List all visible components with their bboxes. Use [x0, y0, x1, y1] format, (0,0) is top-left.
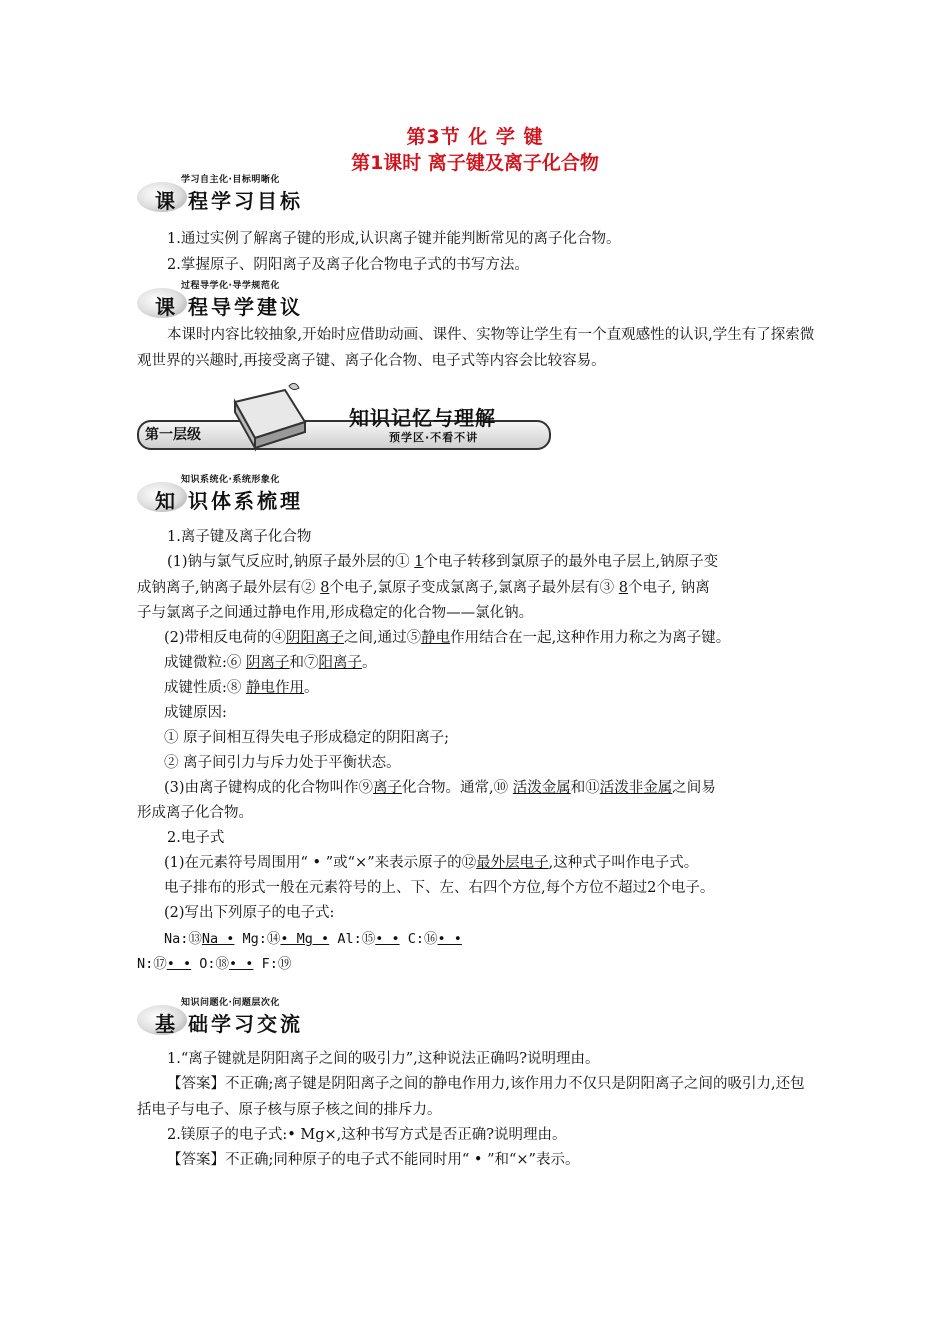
blank-answer: • •	[437, 931, 462, 947]
answer: 【答案】不正确;同种原子的电子式不能同时用“ • ”和“×”表示。	[167, 1152, 580, 1168]
banner-level: 第一层级	[145, 427, 201, 443]
blank-answer: 阴离子	[246, 655, 290, 671]
blank-answer: 活泼非金属	[599, 780, 673, 796]
lesson-title: 第1课时 离子键及离子化合物	[351, 152, 599, 174]
text-line: 成键微粒:⑥ 阴离子和⑦阳离子。	[164, 655, 377, 671]
text-line: 电子排布的形式一般在元素符号的上、下、左、右四个方位,每个方位不超过2个电子。	[164, 880, 715, 896]
blank-answer: 8	[618, 580, 629, 596]
text-line: ② 离子间引力与斥力处于平衡状态。	[164, 755, 401, 771]
advice-text: 本课时内容比较抽象,开始时应借助动画、课件、实物等让学生有一个直观感性的认识,学生有了探索微观世界的兴趣时,再接受离子键、离子化合物、电子式等内容会比较容易。	[137, 327, 815, 369]
system-tag: 知识系统化·系统形象化	[181, 475, 280, 485]
blank-answer: Na •	[201, 931, 235, 947]
advice-header	[137, 278, 437, 322]
electron-formula-line: Na:⑬Na • Mg:⑭• Mg • Al:⑮• • C:⑯• •	[164, 931, 462, 947]
blank-answer: • •	[375, 931, 400, 947]
advice-label: 课 程导学建议	[155, 295, 303, 319]
blank-answer: 静电作用	[246, 680, 304, 696]
blank-answer: 活泼金属	[512, 780, 571, 796]
advice-tag: 过程导学化·导学规范化	[181, 281, 280, 291]
section-title: 第3节 化 学 键	[406, 126, 544, 148]
blank-answer: 离子	[373, 780, 403, 796]
question: 1.“离子键就是阴阳离子之间的吸引力”,这种说法正确吗?说明理由。	[167, 1051, 600, 1067]
system-header	[137, 472, 437, 516]
book-icon	[225, 382, 315, 454]
goal-item: 2.掌握原子、阴阳离子及离子化合物电子式的书写方法。	[167, 257, 529, 273]
blank-answer: • •	[229, 956, 254, 972]
text-line: 成键性质:⑧ 静电作用。	[164, 680, 319, 696]
text-line: (1)在元素符号周围用“ • ”或“×”来表示原子的⑫最外层电子,这种式子叫作电子式。	[164, 855, 699, 871]
blank-answer: 静电	[421, 630, 451, 646]
text-line: (2)带相反电荷的④阴阳离子之间,通过⑤静电作用结合在一起,这种作用力称之为离子键。	[164, 630, 731, 646]
goals-label: 课 程学习目标	[155, 189, 303, 213]
text-line: 成键原因:	[164, 705, 227, 721]
goals-tag: 学习自主化·目标明晰化	[181, 175, 280, 185]
goal-item: 1.通过实例了解离子键的形成,认识离子键并能判断常见的离子化合物。	[167, 231, 621, 247]
text-line: 子与氯离子之间通过静电作用,形成稳定的化合物——氯化钠。	[137, 605, 534, 621]
blank-answer: 最外层电子	[476, 855, 549, 871]
banner-title: 知识记忆与理解	[349, 406, 496, 430]
basic-header	[137, 995, 437, 1039]
subheading: 2.电子式	[167, 830, 225, 846]
text-line: (3)由离子键构成的化合物叫作⑨离子化合物。通常,⑩ 活泼金属和⑪活泼非金属之间易	[164, 780, 716, 796]
banner-subtitle: 预学区·不看不讲	[389, 431, 479, 444]
text-line: (1)钠与氯气反应时,钠原子最外层的① 1个电子转移到氯原子的最外电子层上,钠原子变	[167, 554, 719, 570]
text-line: 成钠离子,钠离子最外层有② 8个电子,氯原子变成氯离子,氯离子最外层有③ 8个电子, 钠离	[137, 580, 710, 596]
basic-label: 基 础学习交流	[155, 1012, 303, 1036]
blank-answer: 阳离子	[318, 655, 362, 671]
blank-answer: 1	[414, 554, 424, 570]
text-line: (2)写出下列原子的电子式:	[164, 905, 335, 921]
question: 2.镁原子的电子式:• Mg×,这种书写方式是否正确?说明理由。	[167, 1127, 567, 1143]
text-line: 形成离子化合物。	[137, 805, 253, 821]
text-line: ① 原子间相互得失电子形成稳定的阴阳离子;	[164, 730, 449, 746]
level-banner	[137, 382, 552, 460]
system-label: 知 识体系梳理	[155, 489, 303, 513]
subheading: 1.离子键及离子化合物	[167, 529, 312, 545]
blank-answer: 阴阳离子	[286, 630, 345, 646]
blank-answer: 8	[320, 580, 330, 596]
basic-tag: 知识问题化·问题层次化	[181, 998, 280, 1008]
goals-header	[137, 172, 437, 216]
blank-answer: • Mg •	[280, 931, 330, 947]
answer: 【答案】不正确;离子键是阴阳离子之间的静电作用力,该作用力不仅只是阴阳离子之间的吸引力,还包括电子与电子、原子核与原子核之间的排斥力。	[137, 1076, 805, 1118]
blank-answer: • •	[166, 956, 192, 972]
electron-formula-line: N:⑰• • O:⑱• • F:⑲	[137, 956, 292, 972]
